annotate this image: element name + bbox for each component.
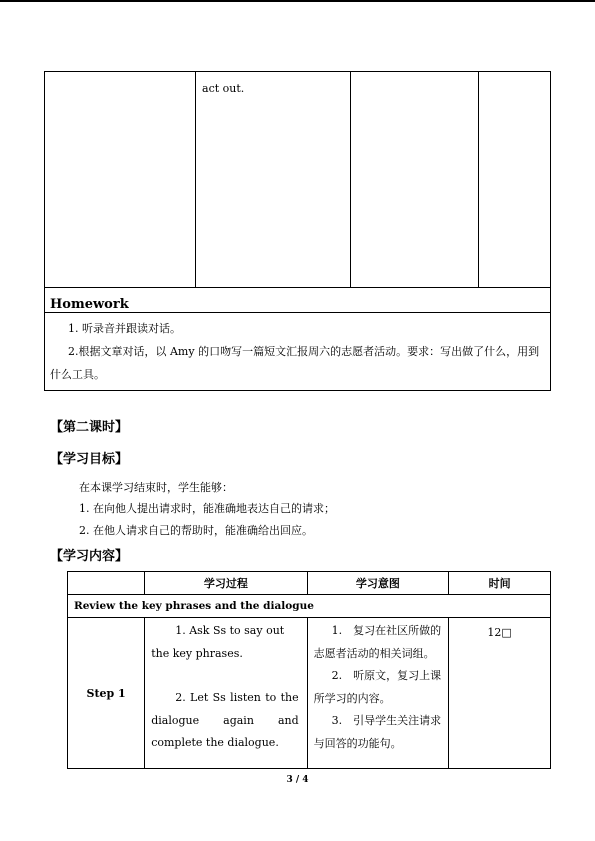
homework-item: 2.根据文章对话，以 Amy 的口吻写一篇短文汇报周六的志愿者活动。要求：写出做了什么，用到什么工具。 [50,345,540,381]
table-row [68,595,551,618]
header-cell: 学习意图 [307,572,449,595]
header-cell [68,572,145,595]
intent-item: 3. 引导学生关注请求与回答的功能句。 [313,714,442,750]
table-row [45,288,551,313]
intent-cell [307,618,449,769]
table-header-row [68,572,551,595]
intent-item: 2. 听原文，复习上课所学习的内容。 [313,669,442,705]
table-row [45,313,551,391]
homework-item: 1. 听录音并跟读对话。 [68,322,181,335]
process-item: 2. Let Ss listen to the dialogue again and complete the dialogue. [151,691,299,749]
section-heading-content: 【学习内容】 [50,549,129,564]
activity-table [44,71,551,391]
table-cell [196,72,351,288]
page-number: 3 / 4 [286,775,309,785]
header-cell: 学习过程 [145,572,307,595]
process-item: 1. Ask Ss to say out the key phrases. [151,624,285,660]
table-cell [45,72,196,288]
section-heading-goals: 【学习目标】 [50,452,129,467]
goal-item: 2. 在他人请求自己的帮助时，能准确给出回应。 [79,524,313,537]
step-label: Step 1 [68,618,145,769]
review-row-label: Review the key phrases and the dialogue [68,595,551,618]
page-top-rule [0,0,595,2]
learning-content-table [67,571,551,769]
process-cell [145,618,307,769]
section-heading-lesson: 【第二课时】 [50,420,129,435]
table-cell [479,72,551,288]
goal-item: 1. 在向他人提出请求时，能准确地表达自己的请求； [79,502,335,515]
homework-body [45,313,551,391]
cell-text: act out. [202,82,245,95]
table-row [68,618,551,769]
goals-intro: 在本课学习结束时，学生能够： [79,481,233,494]
table-cell [351,72,479,288]
homework-title: Homework [45,288,551,313]
table-row [45,72,551,288]
time-cell: 12□ [449,618,551,769]
intent-item: 1. 复习在社区所做的志愿者活动的相关词组。 [313,624,442,660]
header-cell: 时间 [449,572,551,595]
